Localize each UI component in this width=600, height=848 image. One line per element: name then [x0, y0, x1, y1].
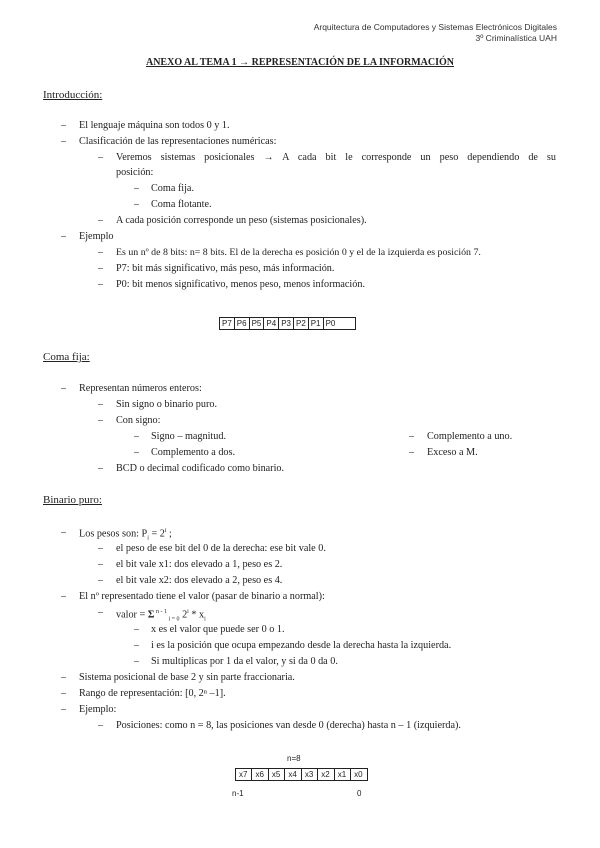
section-heading-coma-fija: Coma fija: [43, 351, 90, 363]
coma-line: Complemento a dos. [151, 447, 236, 458]
bit-cell: P2 [293, 317, 308, 330]
binario-line: Los pesos son: $P_i = 2^i$ ; [79, 528, 172, 542]
page-header [314, 22, 557, 44]
document-title: ANEXO AL TEMA 1 → REPRESENTACIÓN DE LA INFORMACIÓN [145, 57, 454, 68]
coma-line: Exceso a M. [427, 447, 478, 458]
binario-line: Sistema posicional de base 2 y sin parte fraccionaria. [79, 672, 295, 683]
intro-line: A cada posición corresponde un peso (sistemas posicionales). [116, 215, 367, 226]
binario-line: x es el valor que puede ser 0 o 1. [151, 624, 285, 635]
intro-line: P0: bit menos significativo, menos peso, menos información. [116, 279, 365, 290]
binario-line: El nº representado tiene el valor (pasar de binario a normal): [79, 591, 325, 602]
intro-line: Clasificación de las representaciones numéricas: [79, 136, 277, 147]
bit-cell: x3 [301, 768, 317, 781]
binario-line: Posiciones: como n = 8, las posiciones van desde 0 (derecha) hasta n – 1 (izquierda). [116, 720, 461, 731]
coma-line: Representan números enteros: [79, 383, 202, 394]
bit-cell: x6 [251, 768, 267, 781]
bit-cell: P7 [219, 317, 234, 330]
intro-line: Coma fija. [151, 183, 195, 194]
binary-position-row [235, 768, 368, 781]
binario-line: el bit vale x2: dos elevado a 2, peso es 4. [116, 575, 283, 586]
msb-position-label: n-1 [232, 789, 244, 798]
bit-cell: P1 [308, 317, 323, 330]
bit-cell: P4 [263, 317, 278, 330]
n-label: n=8 [287, 754, 301, 763]
bit-cell: P5 [249, 317, 264, 330]
binario-line: Rango de representación: [0, 2ⁿ –1]. [79, 688, 226, 699]
bit-cell: P6 [234, 317, 249, 330]
section-heading-intro: Introducción: [43, 89, 103, 101]
binario-line: i es la posición que ocupa empezando desde la derecha hasta la izquierda. [151, 640, 452, 651]
section-heading-binario: Binario puro: [43, 494, 102, 506]
bit-cell: x2 [317, 768, 333, 781]
bit-cell: x7 [235, 768, 251, 781]
bit-cell: x1 [334, 768, 350, 781]
bit-cell: P0 [323, 317, 357, 330]
intro-line: Coma flotante. [151, 199, 212, 210]
coma-line: Con signo: [116, 415, 161, 426]
coma-line: Sin signo o binario puro. [116, 399, 218, 410]
sum-formula: valor = Σ $^{n - 1}$ $_{i = 0}$ $2^i * x_i$ [116, 609, 206, 623]
intro-line: Es un nº de 8 bits: n= 8 bits. El de la derecha es posición 0 y el de la izquierda es posición 7. [116, 247, 481, 258]
coma-line: Signo – magnitud. [151, 431, 226, 442]
header-course: Arquitectura de Computadores y Sistemas Electrónicos Digitales [313, 22, 557, 32]
intro-line: El lenguaje máquina son todos 0 y 1. [79, 120, 230, 131]
binario-line: el peso de ese bit del 0 de la derecha: ese bit vale 0. [116, 543, 326, 554]
bit-cell: P3 [278, 317, 293, 330]
binario-line: el bit vale x1: dos elevado a 1, peso es 2. [116, 559, 283, 570]
bit-cell: x4 [284, 768, 300, 781]
binario-line: Ejemplo: [79, 704, 117, 715]
lsb-position-label: 0 [357, 789, 362, 798]
coma-line: Complemento a uno. [427, 431, 513, 442]
bit-cell: x0 [350, 768, 367, 781]
intro-line: P7: bit más significativo, más peso, más información. [116, 263, 335, 274]
coma-line: BCD o decimal codificado como binario. [116, 463, 285, 474]
intro-line: posición: [116, 167, 154, 178]
intro-line: Ejemplo [79, 231, 114, 242]
binario-line: Si multiplicas por 1 da el valor, y si da 0 da 0. [151, 656, 338, 667]
intro-line: Veremos sistemas posicionales → A cada bit le corresponde un peso dependiendo de su [116, 152, 556, 163]
bit-cell: x5 [268, 768, 284, 781]
header-degree: 3º Criminalística UAH [475, 33, 557, 43]
bit-position-row [219, 317, 356, 330]
